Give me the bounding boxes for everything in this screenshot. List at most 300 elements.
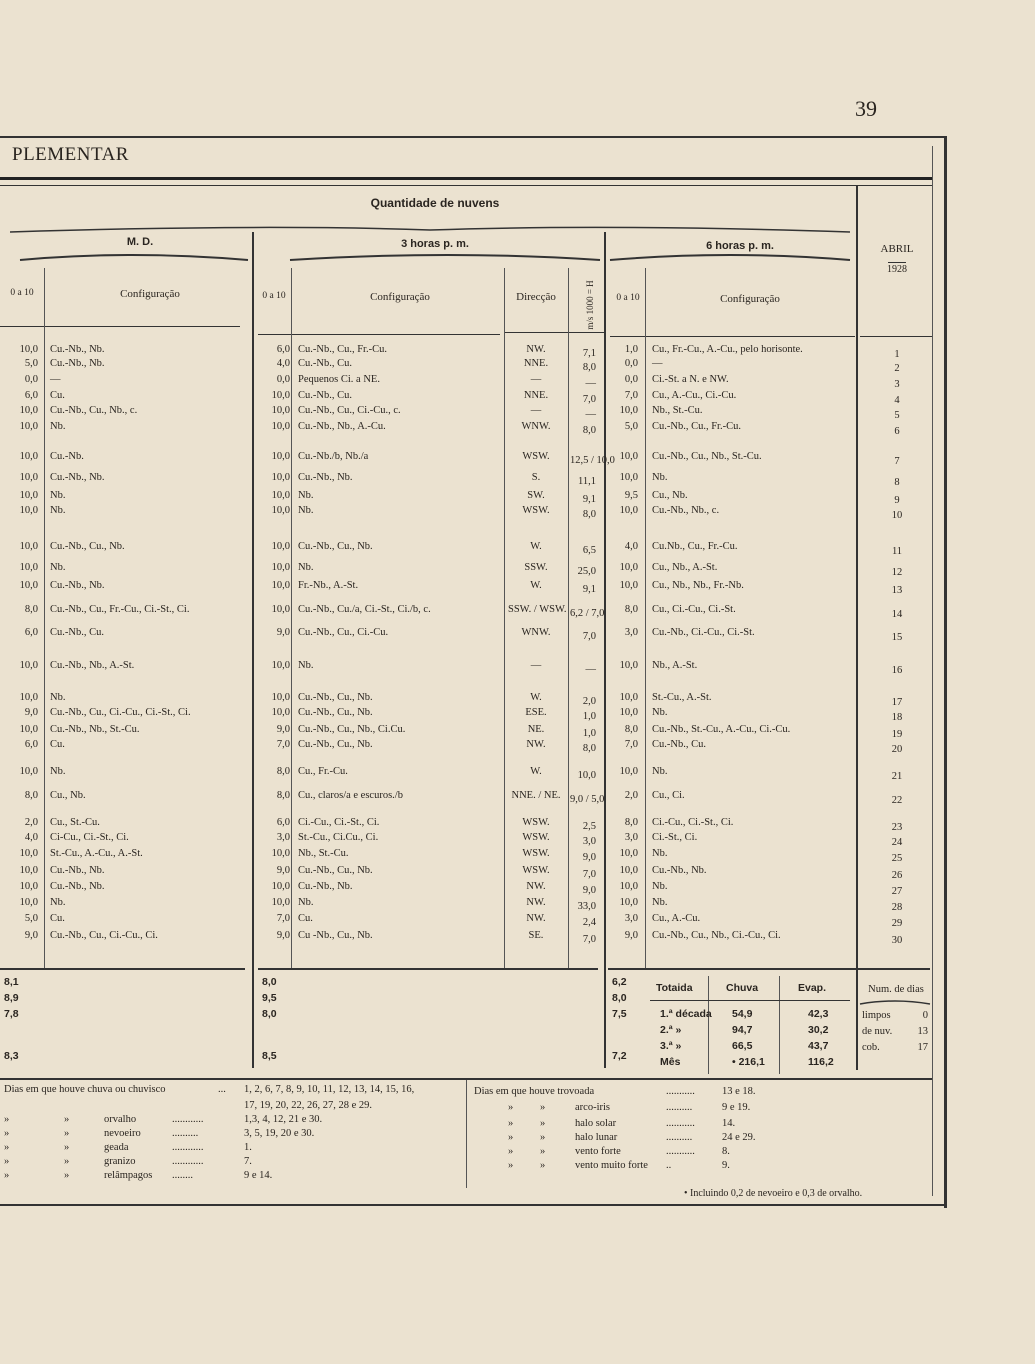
h6-config: Cu.Nb., Cu., Fr.-Cu.	[652, 541, 738, 552]
h3-velocity: 9,1	[582, 584, 596, 595]
h3-value: 10,0	[271, 490, 290, 501]
md-value: 10,0	[19, 562, 38, 573]
direction-header: Direcção	[516, 291, 556, 303]
ditto-mark: »	[4, 1170, 10, 1181]
h3-velocity: 8,0	[582, 509, 596, 520]
table-row	[0, 766, 930, 782]
h3-velocity: 9,1	[582, 494, 596, 505]
heading-rule	[0, 177, 932, 180]
legend-label: arco-iris	[575, 1102, 610, 1113]
md-value: 10,0	[19, 692, 38, 703]
h3-config: Cu.-Nb., Cu.	[298, 358, 352, 369]
h6-value: 2,0	[624, 790, 638, 801]
month-label: ABRIL	[880, 243, 914, 255]
table-row	[0, 848, 930, 864]
legend-dots: ............	[172, 1114, 204, 1125]
ditto-mark: »	[508, 1160, 514, 1171]
h6-config: Nb.	[652, 707, 668, 718]
h3-summary: 8,5	[262, 1050, 277, 1062]
md-scale-header: 0 a 10	[10, 288, 34, 298]
table-row	[0, 881, 930, 897]
h3-velocity: 8,0	[582, 362, 596, 373]
h3-direction: W.	[530, 580, 542, 591]
h3-value: 3,0	[276, 832, 290, 843]
h6-config: Ci.-St. a N. e NW.	[652, 374, 729, 385]
h3-scale-header: 0 a 10	[262, 291, 286, 301]
h6-config: Cu., Nb.	[652, 490, 688, 501]
h3-config: Cu.-Nb., Cu., Ci.-Cu., c.	[298, 405, 401, 416]
h3-config: Ci.-Cu., Ci.-St., Ci.	[298, 817, 380, 828]
h6-config: Cu.-Nb., Nb.	[652, 865, 707, 876]
legend-dots: ...	[218, 1084, 226, 1095]
h3-config: Cu.-Nb., Nb.	[298, 881, 353, 892]
h3-velocity: —	[585, 409, 596, 420]
h3-direction: SW.	[527, 490, 545, 501]
legend-label: halo solar	[575, 1118, 617, 1129]
h6-value: 8,0	[624, 817, 638, 828]
h3-value: 10,0	[271, 848, 290, 859]
day-number: 21	[891, 771, 903, 782]
h3-direction: S.	[531, 472, 541, 483]
md-config: Nb.	[50, 766, 66, 777]
day-number: 29	[891, 918, 903, 929]
legend-days: 1, 2, 6, 7, 8, 9, 10, 11, 12, 13, 14, 15, 16,	[244, 1084, 415, 1095]
h3-velocity: 7,1	[582, 348, 596, 359]
day-number: 24	[891, 837, 903, 848]
md-config: Cu.-Nb., Nb.	[50, 865, 105, 876]
h6-value: 10,0	[619, 580, 638, 591]
h6-value: 10,0	[619, 707, 638, 718]
day-number: 25	[891, 853, 903, 864]
h6-config: Cu.-Nb., Ci.-Cu., Ci.-St.	[652, 627, 755, 638]
table-row	[0, 505, 930, 521]
totals-sep	[708, 976, 709, 1074]
h6-value: 7,0	[624, 739, 638, 750]
md-config-header: Configuração	[120, 288, 180, 300]
h3-velocity: 10,0	[577, 770, 596, 781]
h3-direction: NNE. / NE.	[511, 790, 561, 801]
table-row	[0, 490, 930, 506]
h3-config: Cu.-Nb., Cu., Nb.	[298, 541, 373, 552]
table-row	[0, 790, 930, 806]
h3-config: Nb.	[298, 660, 314, 671]
h6-config: Cu., Ci.-Cu., Ci.-St.	[652, 604, 736, 615]
h3-velocity: 12,5 / 10,0	[570, 455, 615, 466]
day-number: 14	[891, 609, 903, 620]
table-row	[0, 472, 930, 488]
frame-inner-right-rule	[932, 146, 933, 1196]
h6-header-rule	[610, 336, 855, 337]
h6-config: Cu.-Nb., Nb., c.	[652, 505, 720, 516]
legend-days: 14.	[722, 1118, 736, 1129]
md-value: 10,0	[19, 472, 38, 483]
h6-value: 10,0	[619, 881, 638, 892]
h3-config: Cu.-Nb., Cu., Fr.-Cu.	[298, 344, 387, 355]
h3-value: 9,0	[276, 627, 290, 638]
h6-value: 10,0	[619, 660, 638, 671]
h3-value: 10,0	[271, 505, 290, 516]
h3-velocity: 7,0	[582, 631, 596, 642]
h6-config: Cu.-Nb., Cu.	[652, 739, 706, 750]
day-number: 5	[894, 410, 900, 421]
table-row	[0, 660, 930, 676]
h6-config: Cu.-Nb., St.-Cu., A.-Cu., Ci.-Cu.	[652, 724, 791, 735]
h3-velocity: 6,5	[582, 545, 596, 556]
legend-dots: ..	[666, 1160, 672, 1171]
h3-value: 9,0	[276, 865, 290, 876]
h6-config: Nb., St.-Cu.	[652, 405, 703, 416]
ditto-mark: »	[508, 1146, 514, 1157]
num-dias-label: cob.	[862, 1042, 880, 1053]
h6-value: 10,0	[619, 692, 638, 703]
h3-direction: ESE.	[525, 707, 547, 718]
h6-config: Nb.	[652, 881, 668, 892]
h3-value: 10,0	[271, 541, 290, 552]
md-value: 10,0	[19, 660, 38, 671]
h3-config: Cu.-Nb., Cu., Nb.	[298, 739, 373, 750]
md-config: Nb.	[50, 562, 66, 573]
h3-config: Cu.-Nb., Cu., Nb.	[298, 692, 373, 703]
h6-config: Cu.-Nb., Cu., Nb., Ci.-Cu., Ci.	[652, 930, 781, 941]
h6-value: 3,0	[624, 913, 638, 924]
md-value: 5,0	[24, 913, 38, 924]
legend-label: geada	[104, 1142, 129, 1153]
ditto-mark: »	[64, 1170, 70, 1181]
h3-config: Cu.-Nb., Cu.	[298, 390, 352, 401]
summary-rule	[608, 968, 930, 970]
num-dias-label: de nuv.	[862, 1026, 893, 1037]
ditto-mark: »	[508, 1132, 514, 1143]
h3-header-rule	[258, 334, 500, 335]
h3-direction: WSW.	[522, 832, 550, 843]
h3-direction: NNE.	[523, 390, 549, 401]
table-row	[0, 451, 930, 467]
totals-row-evap: 116,2	[808, 1056, 834, 1068]
day-number: 1	[894, 349, 900, 360]
h3-value: 10,0	[271, 881, 290, 892]
footnote: • Incluindo 0,2 de nevoeiro e 0,3 de orvalho.	[684, 1188, 863, 1199]
h6-value: 9,5	[624, 490, 638, 501]
md-value: 4,0	[24, 832, 38, 843]
h6-config: Ci.-Cu., Ci.-St., Ci.	[652, 817, 734, 828]
group-3h: 3 horas p. m.	[401, 238, 469, 250]
h3-value: 10,0	[271, 472, 290, 483]
md-value: 10,0	[19, 897, 38, 908]
h3-velocity: 7,0	[582, 394, 596, 405]
ditto-mark: »	[4, 1114, 10, 1125]
day-number: 22	[891, 795, 903, 806]
totals-header-label: Totaida	[656, 982, 693, 994]
day-number: 8	[894, 477, 900, 488]
day-number: 20	[891, 744, 903, 755]
h3-direction: NNE.	[523, 358, 549, 369]
h6-value: 3,0	[624, 627, 638, 638]
group-md: M. D.	[126, 236, 154, 248]
md-config: Cu.-Nb.	[50, 451, 84, 462]
legend-label: nevoeiro	[104, 1128, 141, 1139]
md-config: Cu.-Nb., Nb.	[50, 881, 105, 892]
num-dias-value: 0	[922, 1010, 928, 1021]
h3-velocity: 33,0	[577, 901, 596, 912]
h3-velocity: 2,5	[582, 821, 596, 832]
totals-row-chuva: 54,9	[732, 1008, 753, 1020]
h6-config: Cu., Ci.	[652, 790, 685, 801]
h3-velocity: 1,0	[582, 728, 596, 739]
table-row	[0, 627, 930, 643]
md-config: Cu., Nb.	[50, 790, 86, 801]
legend-label: halo lunar	[575, 1132, 618, 1143]
h3-config: Nb., St.-Cu.	[298, 848, 349, 859]
md-config: Cu.-Nb., Cu., Fr.-Cu., Ci.-St., Ci.	[50, 604, 190, 615]
h3-velocity: 9,0	[582, 852, 596, 863]
day-number: 30	[891, 935, 903, 946]
h3-value: 10,0	[271, 421, 290, 432]
md-summary: 7,8	[4, 1008, 19, 1020]
table-row	[0, 405, 930, 421]
h3-value: 10,0	[271, 562, 290, 573]
md-value: 8,0	[24, 790, 38, 801]
legend-dots: ........	[172, 1170, 193, 1181]
h6-value: 0,0	[624, 358, 638, 369]
group-6h: 6 horas p. m.	[706, 240, 774, 252]
num-dias-brace	[858, 998, 932, 1008]
h6-value: 3,0	[624, 832, 638, 843]
h3-velocity: 7,0	[582, 934, 596, 945]
table-row	[0, 562, 930, 578]
md-value: 10,0	[19, 451, 38, 462]
h3-config: Cu.-Nb., Nb.	[298, 472, 353, 483]
md-config: Cu.-Nb., Cu., Ci.-Cu., Ci.-St., Ci.	[50, 707, 191, 718]
table-row	[0, 604, 930, 620]
h3-direction: —	[530, 405, 542, 416]
page-number: 39	[855, 96, 877, 121]
h3-direction: NW.	[526, 344, 546, 355]
h6-value: 5,0	[624, 421, 638, 432]
md-value: 5,0	[24, 358, 38, 369]
md-config: Cu.-Nb., Nb.	[50, 358, 105, 369]
table-row	[0, 390, 930, 406]
h3-config: Cu.	[298, 913, 313, 924]
md-value: 8,0	[24, 604, 38, 615]
h3-config: Nb.	[298, 490, 314, 501]
h3-value: 10,0	[271, 707, 290, 718]
h3-direction: W.	[530, 541, 542, 552]
md-config: Nb.	[50, 490, 66, 501]
day-number: 27	[891, 886, 903, 897]
h3-direction: WSW.	[522, 865, 550, 876]
h3-value: 10,0	[271, 604, 290, 615]
ditto-mark: »	[540, 1160, 546, 1171]
md-config: Cu.-Nb., Cu., Ci.-Cu., Ci.	[50, 930, 158, 941]
velocity-header: m/s 1000 = H	[585, 280, 595, 330]
h6-config: St.-Cu., A.-St.	[652, 692, 712, 703]
h6-config: Cu., Nb., Nb., Fr.-Nb.	[652, 580, 744, 591]
summary-rule	[258, 968, 598, 970]
h6-value: 10,0	[619, 562, 638, 573]
md-value: 10,0	[19, 405, 38, 416]
h3-config: Cu.-Nb., Nb., A.-Cu.	[298, 421, 386, 432]
md-config: Nb.	[50, 421, 66, 432]
md-config: Cu., St.-Cu.	[50, 817, 100, 828]
num-dias-value: 17	[917, 1042, 928, 1053]
h6-value: 10,0	[619, 472, 638, 483]
legend-dots: ............	[172, 1156, 204, 1167]
h3-velocity: —	[585, 378, 596, 389]
day-number: 28	[891, 902, 903, 913]
legend-label: Dias em que houve trovoada	[474, 1086, 595, 1097]
table-title: Quantidade de nuvens	[370, 196, 500, 210]
h3-config: Cu.-Nb./b, Nb./a	[298, 451, 369, 462]
md-config: Cu.-Nb., Cu., Nb., c.	[50, 405, 138, 416]
h3-config: Pequenos Ci. a NE.	[298, 374, 380, 385]
h3-direction: —	[530, 660, 542, 671]
dir-header-rule	[505, 332, 605, 333]
day-number: 6	[894, 426, 900, 437]
md-config: —	[50, 374, 61, 385]
num-dias-title: Num. de dias	[868, 984, 924, 995]
h3-config: Cu.-Nb., Cu., Ci.-Cu.	[298, 627, 389, 638]
day-number: 11	[891, 546, 903, 557]
md-value: 2,0	[24, 817, 38, 828]
h6-config: Cu., Fr.-Cu., A.-Cu., pelo horisonte.	[652, 344, 803, 355]
md-value: 10,0	[19, 580, 38, 591]
md-config: Nb.	[50, 897, 66, 908]
h3-summary: 8,0	[262, 1008, 277, 1020]
day-number: 3	[894, 379, 900, 390]
legend-label: relâmpagos	[104, 1170, 153, 1181]
h6-config: Nb.	[652, 766, 668, 777]
h3-value: 8,0	[276, 766, 290, 777]
md-summary: 8,1	[4, 976, 19, 988]
day-number: 10	[891, 510, 903, 521]
table-row	[0, 692, 930, 708]
md-summary: 8,9	[4, 992, 19, 1004]
table-row	[0, 832, 930, 848]
md-config: Cu.-Nb., Nb.	[50, 580, 105, 591]
h6-value: 1,0	[624, 344, 638, 355]
table-row	[0, 541, 930, 557]
h3-direction: WNW.	[521, 627, 551, 638]
md-value: 10,0	[19, 490, 38, 501]
totals-row-chuva: • 216,1	[732, 1056, 765, 1068]
h3-config: Nb.	[298, 897, 314, 908]
totals-row-label: Mês	[660, 1056, 681, 1068]
md-config: Cu.-Nb., Cu.	[50, 627, 104, 638]
h6-value: 8,0	[624, 724, 638, 735]
md-value: 9,0	[24, 707, 38, 718]
h3-config: Cu.-Nb., Cu., Nb.	[298, 707, 373, 718]
h3-velocity: 2,4	[582, 917, 596, 928]
totals-row-label: 3.ª »	[660, 1040, 682, 1052]
h3-summary: 8,0	[262, 976, 277, 988]
h6-value: 10,0	[619, 897, 638, 908]
frame-top-rule	[0, 136, 945, 138]
md-value: 6,0	[24, 627, 38, 638]
h3-direction: —	[530, 374, 542, 385]
md-config: Nb.	[50, 505, 66, 516]
md-value: 6,0	[24, 739, 38, 750]
h3-value: 10,0	[271, 580, 290, 591]
h6-config: —	[652, 358, 663, 369]
h3-velocity: 8,0	[582, 425, 596, 436]
md-value: 10,0	[19, 344, 38, 355]
md-value: 10,0	[19, 421, 38, 432]
h6-value: 10,0	[619, 766, 638, 777]
heading-rule-thin	[0, 185, 932, 186]
h3-value: 10,0	[271, 897, 290, 908]
totals-header-rule	[650, 1000, 850, 1001]
md-value: 10,0	[19, 505, 38, 516]
legend-label: granizo	[104, 1156, 136, 1167]
legend-dots: ..........	[666, 1102, 693, 1113]
legend-label: orvalho	[104, 1114, 137, 1125]
h3-velocity: 9,0 / 5,0	[570, 794, 605, 805]
ditto-mark: »	[4, 1142, 10, 1153]
day-header-rule	[860, 336, 932, 337]
totals-row-evap: 42,3	[808, 1008, 829, 1020]
h3-value: 6,0	[276, 344, 290, 355]
bottom-rule	[0, 1204, 947, 1206]
day-number: 23	[891, 822, 903, 833]
h6-summary: 7,5	[612, 1008, 627, 1020]
h3-value: 4,0	[276, 358, 290, 369]
h3-value: 10,0	[271, 692, 290, 703]
md-config: Nb.	[50, 692, 66, 703]
h3-velocity: 25,0	[577, 566, 596, 577]
ditto-mark: »	[540, 1102, 546, 1113]
h6-value: 10,0	[619, 451, 638, 462]
h3-direction: SE.	[528, 930, 544, 941]
h3-direction: WSW.	[522, 451, 550, 462]
legend-days: 7.	[244, 1156, 252, 1167]
h3-config: St.-Cu., Ci.Cu., Ci.	[298, 832, 379, 843]
h3-config: Cu., Fr.-Cu.	[298, 766, 348, 777]
h6-value: 4,0	[624, 541, 638, 552]
h6-config: Ci.-St., Ci.	[652, 832, 698, 843]
table-row	[0, 817, 930, 833]
month-dash	[888, 262, 906, 263]
legend-dots: ..........	[172, 1128, 199, 1139]
legend-label: vento forte	[575, 1146, 621, 1157]
legend-days: 13 e 18.	[722, 1086, 756, 1097]
num-dias-value: 13	[917, 1026, 928, 1037]
md-config: Cu.-Nb., Nb., A.-St.	[50, 660, 135, 671]
ditto-mark: »	[64, 1142, 70, 1153]
ditto-mark: »	[508, 1118, 514, 1129]
day-number: 18	[891, 712, 903, 723]
ditto-mark: »	[64, 1156, 70, 1167]
h3-direction: WSW.	[522, 817, 550, 828]
h6-value: 9,0	[624, 930, 638, 941]
h3-velocity: —	[585, 664, 596, 675]
h3-direction: NW.	[526, 913, 546, 924]
table-row	[0, 374, 930, 390]
h3-velocity: 6,2 / 7,0	[570, 608, 605, 619]
h3-velocity: 2,0	[582, 696, 596, 707]
h3-value: 10,0	[271, 390, 290, 401]
h3-direction: NE.	[527, 724, 545, 735]
h3-direction: SSW.	[524, 562, 548, 573]
day-number: 13	[891, 585, 903, 596]
h3-velocity: 11,1	[578, 476, 596, 487]
legend-label: vento muito forte	[575, 1160, 648, 1171]
h3-value: 9,0	[276, 724, 290, 735]
totals-row-chuva: 94,7	[732, 1024, 753, 1036]
h3-direction: WSW.	[522, 848, 550, 859]
h3-config: Fr.-Nb., A.-St.	[298, 580, 359, 591]
h3-direction: NW.	[526, 739, 546, 750]
ditto-mark: »	[508, 1102, 514, 1113]
